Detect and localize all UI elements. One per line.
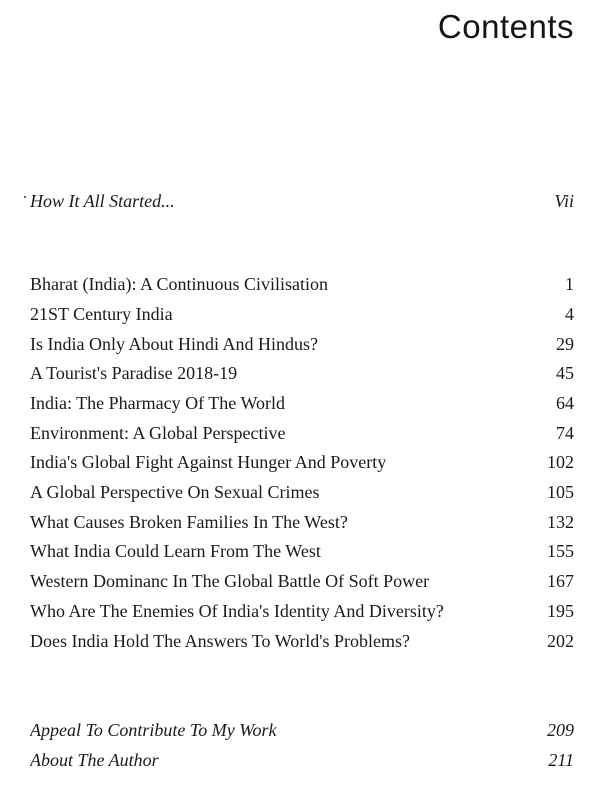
toc-entry-page: 211 — [548, 750, 574, 770]
toc-entry-label: What India Could Learn From The West — [30, 541, 321, 561]
toc-entry-label: A Tourist's Paradise 2018-19 — [30, 363, 238, 383]
toc-entry-page: 132 — [547, 512, 574, 532]
toc-entry-chapter-1[interactable] — [30, 273, 574, 295]
toc-entry-chapter-3[interactable] — [30, 333, 574, 355]
toc-entry-chapter-4[interactable] — [30, 362, 574, 384]
toc-entry-page: 1 — [565, 274, 574, 294]
toc-entry-chapter-10[interactable] — [30, 540, 574, 562]
toc-entry-chapter-5[interactable] — [30, 392, 574, 414]
toc-entry-label: Appeal To Contribute To My Work — [30, 720, 277, 740]
toc-entry-page: 74 — [556, 423, 574, 443]
toc-entry-page: 4 — [565, 304, 574, 324]
toc-entry-chapter-2[interactable] — [30, 303, 574, 325]
page-title: Contents — [437, 8, 574, 45]
toc-entry-about-author[interactable] — [30, 749, 574, 771]
toc-entry-chapter-6[interactable] — [30, 422, 574, 444]
toc-entry-label: Does India Hold The Answers To World's Problems? — [30, 631, 411, 651]
toc-entry-label: India's Global Fight Against Hunger And Poverty — [30, 452, 387, 472]
toc-entry-appeal[interactable] — [30, 719, 574, 741]
toc-entry-label: Western Dominanc In The Global Battle Of Soft Power — [30, 571, 430, 591]
toc-entry-page: Vii — [554, 191, 574, 211]
toc-entry-page: 202 — [547, 631, 574, 651]
print-mark — [24, 196, 26, 198]
toc-entry-chapter-8[interactable] — [30, 481, 574, 503]
toc-entry-label: About The Author — [30, 750, 159, 770]
toc-entry-page: 195 — [547, 601, 574, 621]
toc-entry-label: Is India Only About Hindi And Hindus? — [30, 334, 318, 354]
toc-entry-label: What Causes Broken Families In The West? — [30, 512, 348, 532]
toc-entry-page: 209 — [547, 720, 574, 740]
toc-entry-label: Bharat (India): A Continuous Civilisation — [30, 274, 328, 294]
toc-entry-label: A Global Perspective On Sexual Crimes — [30, 482, 320, 502]
toc-entry-chapter-13[interactable] — [30, 630, 574, 652]
toc-entry-preface[interactable] — [30, 190, 574, 212]
toc-entry-chapter-12[interactable] — [30, 600, 574, 622]
toc-entry-chapter-7[interactable] — [30, 451, 574, 473]
toc-entry-label: Environment: A Global Perspective — [30, 423, 286, 443]
toc-entry-chapter-11[interactable] — [30, 570, 574, 592]
toc-entry-page: 64 — [556, 393, 574, 413]
toc-entry-chapter-9[interactable] — [30, 511, 574, 533]
toc-entry-page: 29 — [556, 334, 574, 354]
toc-entry-page: 105 — [547, 482, 574, 502]
toc-entry-page: 102 — [547, 452, 574, 472]
toc-entry-label: Who Are The Enemies Of India's Identity And Diversity? — [30, 601, 444, 621]
toc-entry-label: India: The Pharmacy Of The World — [30, 393, 285, 413]
toc-entry-page: 45 — [556, 363, 574, 383]
toc-entry-page: 155 — [547, 541, 574, 561]
toc-entry-label: 21ST Century India — [30, 304, 173, 324]
toc-entry-label: How It All Started... — [30, 191, 175, 211]
toc-entry-page: 167 — [547, 571, 574, 591]
